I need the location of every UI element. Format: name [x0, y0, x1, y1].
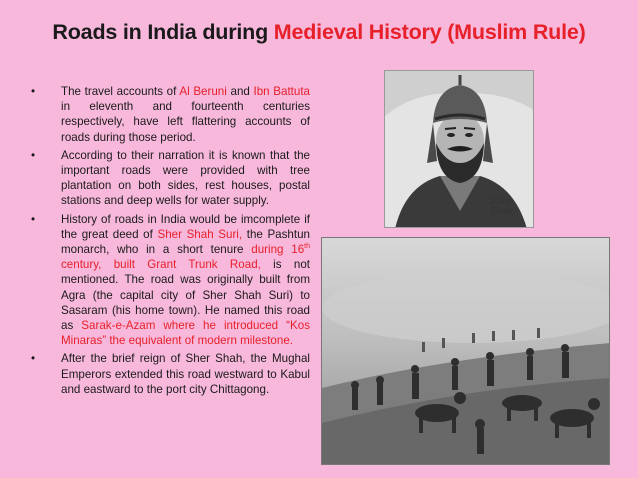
title-highlight: Medieval History (Muslim Rule): [273, 20, 586, 44]
bullet-text: History of roads in India would be imcomplete if the great deed of: [61, 212, 310, 241]
slide-title: [0, 20, 638, 45]
title-prefix: Roads in India during: [52, 20, 274, 44]
historic-photo-icon: [322, 238, 610, 465]
bullet-text: is not mentioned. The road was originally built from Agra (the capital city of Sher Shah Suri) to Sasaram (his home town). He named this road as: [61, 258, 310, 333]
bullet-highlight-part: during 16: [251, 243, 305, 257]
bullet-text: the Pashtun monarch, who in a short tenure: [61, 227, 310, 257]
portrait-signature: Sher Shah: [490, 197, 514, 217]
bullet-highlight: Sher Shah Suri,: [157, 227, 243, 241]
bullet-text: After the brief reign of Sher Shah, the Mughal Emperors extended this road westward to Kabul and eastward to the port city Chittagong.: [61, 352, 310, 396]
bullet-list: [28, 84, 310, 400]
bullet-text: and: [226, 85, 254, 98]
bullet-highlight: Sarak-e-Azam where he introduced “Kos Minaras” the equivalent of modern milestone.: [61, 319, 311, 348]
bullet-item: [28, 84, 310, 145]
superscript: th: [304, 243, 310, 251]
sher-shah-portrait: [384, 70, 534, 228]
bullet-text: According to their narration it is known that the important roads were provided with tree plantation on both sides, rest houses, postal stations and deep wells for water supply.: [61, 148, 310, 208]
bullet-highlight: Al Beruni: [179, 85, 227, 98]
bullet-item: [28, 148, 310, 209]
bullet-text: The travel accounts of: [61, 85, 180, 98]
bullet-highlight: Ibn Battuta: [253, 85, 311, 98]
bullet-item: [28, 212, 310, 349]
grand-trunk-road-photo: [321, 237, 610, 465]
bullet-item: [28, 351, 310, 397]
bullet-highlight-part: century, built Grant Trunk Road,: [61, 258, 261, 272]
bullet-text: in eleventh and fourteenth centuries respectively, have left flattering accounts of roads during those period.: [61, 100, 310, 144]
